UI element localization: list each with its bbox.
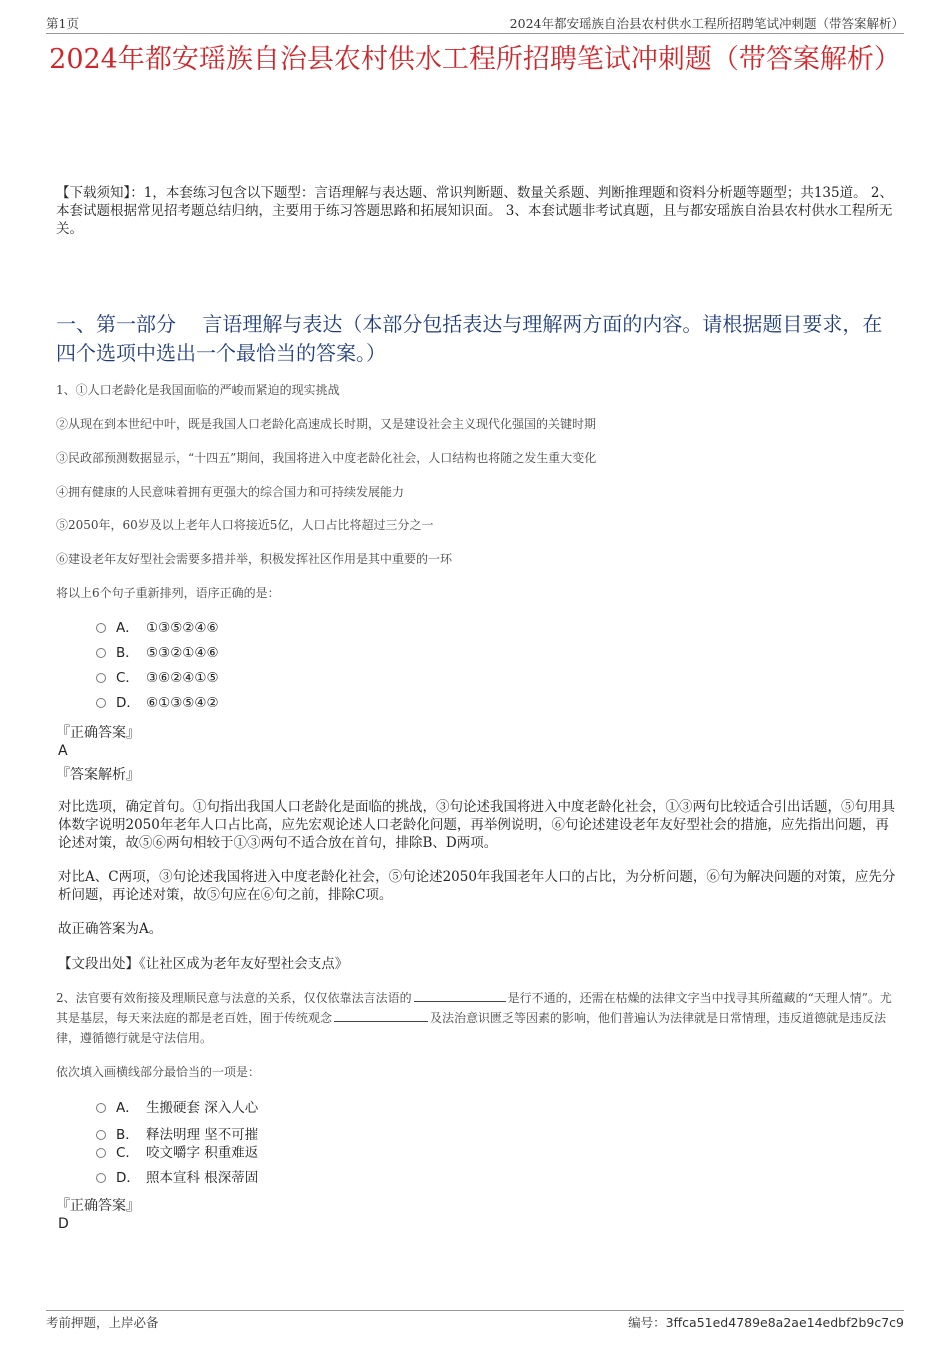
page-number: 第1页 bbox=[46, 16, 79, 31]
q2-stem: 2、法官要有效衔接及理顺民意与法意的关系，仅仅依靠法言法语的 是行不通的，还需在枯燥的法律文字当中找寻其所蕴藏的“天理人情”。尤其是基层，每天来法庭的都是老百姓，囿于传统观念 及法治意识匮乏等因素的影响，他们普遍认为法律就是日常情理，违反道德就是违反法律，遵循德行就是守法信用。 bbox=[56, 988, 900, 1048]
q1-option-c[interactable]: C． ③⑥②④①⑤ bbox=[96, 666, 219, 691]
page-header bbox=[46, 14, 904, 34]
radio-icon[interactable] bbox=[96, 673, 106, 683]
footer-divider bbox=[46, 1310, 904, 1311]
radio-icon[interactable] bbox=[96, 648, 106, 658]
section-heading: 一、第一部分 言语理解与表达（本部分包括表达与理解两方面的内容。请根据题目要求，在四个选项中选出一个最恰当的答案。） bbox=[56, 312, 883, 365]
blank-2 bbox=[334, 1008, 428, 1022]
q1-stem-line: 1、①人口老龄化是我国面临的严峻而紧迫的现实挑战 bbox=[56, 383, 340, 397]
q1-option-d[interactable]: D． ⑥①③⑤④② bbox=[96, 691, 219, 716]
q1-stem-line: ②从现在到本世纪中叶，既是我国人口老龄化高速成长时期，又是建设社会主义现代化强国的关键时期 bbox=[56, 417, 597, 431]
q1-options bbox=[96, 616, 219, 716]
q1-source: 【文段出处】《让社区成为老年友好型社会支点》 bbox=[58, 956, 349, 972]
q1-analysis-paragraph: 对比A、C两项，③句论述我国将进入中度老龄化社会，⑤句论述2050年我国老年人口的占比，为分析问题，⑥句为解决问题的对策，应先分析问题，再论述对策，故⑤句应在⑥句之前，排除C项。 bbox=[58, 869, 896, 903]
q1-answer: A bbox=[58, 743, 68, 759]
q2-prompt: 依次填入画横线部分最恰当的一项是： bbox=[56, 1065, 261, 1079]
q2-option-a[interactable]: A． 生搬硬套 深入人心 bbox=[96, 1096, 258, 1121]
q1-stem-line: ④拥有健康的人民意味着拥有更强大的综合国力和可持续发展能力 bbox=[56, 485, 405, 499]
q1-prompt: 将以上6个句子重新排列，语序正确的是： bbox=[56, 586, 280, 600]
q2-option-d[interactable]: D． 照本宣科 根深蒂固 bbox=[96, 1166, 258, 1191]
download-notice: 【下载须知】：1，本套练习包含以下题型：言语理解与表达题、常识判断题、数量关系题、判断推理题和资料分析题等题型；共135道。 2、本套试题根据常见招考题总结归纳，主要用于练习答题思路和拓展知识面。 3、本套试题非考试真题，且与都安瑶族自治县农村供水工程所无关。 bbox=[56, 185, 893, 237]
blank-1 bbox=[414, 988, 506, 1002]
radio-icon[interactable] bbox=[96, 698, 106, 708]
radio-icon[interactable] bbox=[96, 1103, 106, 1113]
q1-analysis-conclusion: 故正确答案为A。 bbox=[58, 921, 163, 937]
q2-answer: D bbox=[58, 1216, 69, 1232]
q1-stem-line: ⑤2050年，60岁及以上老年人口将接近5亿，人口占比将超过三分之一 bbox=[56, 518, 434, 532]
radio-icon[interactable] bbox=[96, 1130, 106, 1140]
footer-code: 编号：3ffca51ed4789e8a2ae14edbf2b9c7c9 bbox=[628, 1315, 904, 1330]
q1-option-a[interactable]: A． ①③⑤②④⑥ bbox=[96, 616, 219, 641]
q1-analysis-label: 『答案解析』 bbox=[56, 767, 140, 783]
page-footer bbox=[46, 1313, 904, 1333]
radio-icon[interactable] bbox=[96, 1173, 106, 1183]
q1-stem-line: ③民政部预测数据显示，“十四五”期间，我国将进入中度老龄化社会，人口结构也将随之发生重大变化 bbox=[56, 451, 597, 465]
q2-answer-label: 『正确答案』 bbox=[56, 1198, 140, 1214]
q2-options bbox=[96, 1096, 258, 1191]
document-title: 2024年都安瑶族自治县农村供水工程所招聘笔试冲刺题（带答案解析） bbox=[49, 44, 901, 75]
q2-option-b[interactable]: B． 释法明理 坚不可摧 bbox=[96, 1121, 258, 1141]
radio-icon[interactable] bbox=[96, 1148, 106, 1158]
q2-option-c[interactable]: C． 咬文嚼字 积重难返 bbox=[96, 1141, 258, 1166]
radio-icon[interactable] bbox=[96, 623, 106, 633]
q1-analysis-paragraph: 对比选项，确定首句。①句指出我国人口老龄化是面临的挑战，③句论述我国将进入中度老龄化社会，①③两句比较适合引出话题，⑤句用具体数字说明2050年老年人口占比高，应先宏观论述人口老龄化问题，再举例说明，⑥句论述建设老年友好型社会的措施，应先指出问题，再论述对策，故⑤⑥两句相较于①③两句不适合放在首句，排除B、D两项。 bbox=[58, 799, 895, 851]
footer-slogan: 考前押题，上岸必备 bbox=[46, 1315, 159, 1330]
header-doc-title: 2024年都安瑶族自治县农村供水工程所招聘笔试冲刺题（带答案解析） bbox=[509, 16, 904, 31]
q1-stem-line: ⑥建设老年友好型社会需要多措并举，积极发挥社区作用是其中重要的一环 bbox=[56, 552, 453, 566]
q1-answer-label: 『正确答案』 bbox=[56, 725, 140, 741]
q1-option-b[interactable]: B． ⑤③②①④⑥ bbox=[96, 641, 219, 666]
header-divider bbox=[46, 33, 904, 34]
